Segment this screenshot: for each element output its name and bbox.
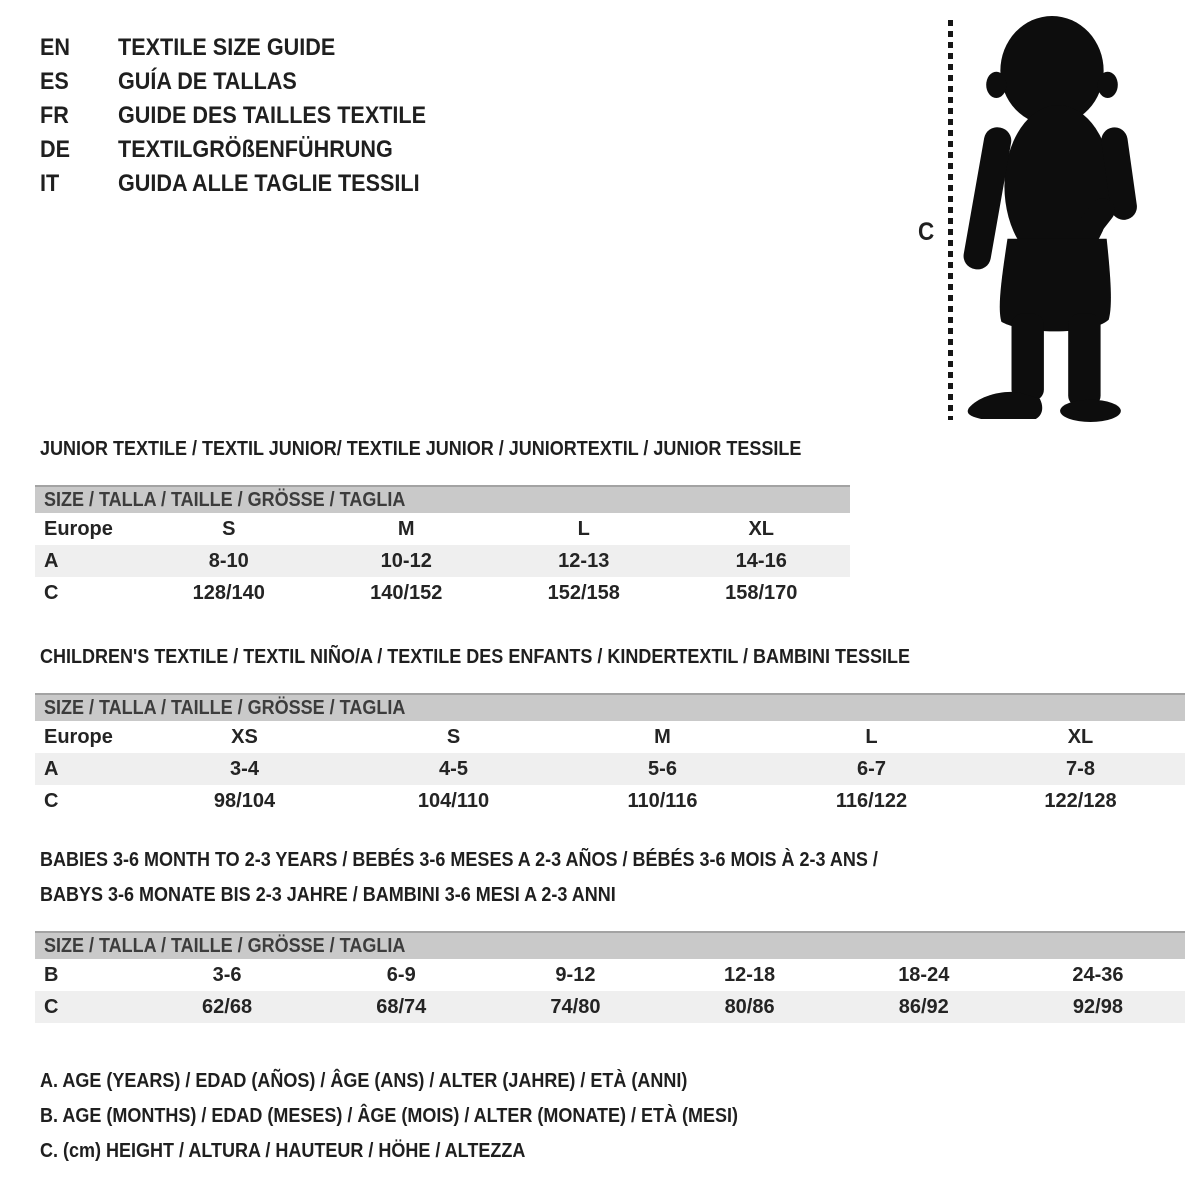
language-code-text: ES bbox=[40, 68, 69, 95]
language-row bbox=[40, 99, 460, 133]
size-value-cell: 5-6 bbox=[648, 757, 677, 780]
section-heading-text: CHILDREN'S TEXTILE / TEXTIL NIÑO/A / TEXTILE DES ENFANTS / KINDERTEXTIL / BAMBINI TESSILE bbox=[40, 646, 911, 668]
language-title bbox=[118, 68, 317, 96]
height-measure-dashed-line bbox=[948, 20, 953, 420]
section-heading bbox=[40, 640, 1185, 675]
legend-line-height-cm bbox=[40, 1134, 816, 1169]
toddler-silhouette-icon bbox=[958, 14, 1146, 424]
section-heading bbox=[40, 843, 1185, 913]
size-value-cell: 74/80 bbox=[550, 995, 601, 1018]
language-code bbox=[40, 170, 118, 198]
language-code bbox=[40, 102, 118, 130]
size-table-header bbox=[35, 931, 1185, 959]
row-label: A bbox=[44, 549, 59, 572]
size-value-cell: S bbox=[446, 725, 461, 748]
row-label: Europe bbox=[44, 517, 113, 540]
baby-height-figure bbox=[900, 12, 1162, 430]
section-heading-text: BABIES 3-6 MONTH TO 2-3 YEARS / BEBÉS 3-6 MESES A 2-3 AÑOS / BÉBÉS 3-6 MOIS À 2-3 ANS / bbox=[40, 849, 878, 871]
size-value-cell: 12-13 bbox=[558, 549, 610, 572]
babies-size-table bbox=[35, 931, 1185, 1023]
legend-line-age-years bbox=[40, 1064, 816, 1099]
row-label: Europe bbox=[44, 725, 113, 748]
size-value-cell: 18-24 bbox=[898, 963, 950, 986]
size-table-row bbox=[35, 785, 1185, 817]
row-label: A bbox=[44, 757, 59, 780]
language-code bbox=[40, 136, 118, 164]
children-size-table bbox=[35, 693, 1185, 817]
language-code bbox=[40, 68, 118, 96]
language-title-text: GUIDA ALLE TAGLIE TESSILI bbox=[118, 170, 420, 197]
size-value-cell: 86/92 bbox=[898, 995, 949, 1018]
language-title-text: TEXTILGRÖßENFÜHRUNG bbox=[118, 136, 393, 163]
size-value-cell: 62/68 bbox=[202, 995, 253, 1018]
language-row bbox=[40, 133, 460, 167]
row-label: C bbox=[44, 789, 59, 812]
size-value-cell: 68/74 bbox=[376, 995, 427, 1018]
language-code-text: FR bbox=[40, 102, 69, 129]
size-value-cell: 98/104 bbox=[213, 789, 276, 812]
size-table-header bbox=[35, 693, 1185, 721]
size-table-rows bbox=[35, 513, 850, 609]
row-label: C bbox=[44, 581, 59, 604]
language-title bbox=[118, 136, 423, 164]
size-value-cell: XS bbox=[231, 725, 258, 748]
language-list bbox=[40, 31, 460, 201]
size-value-cell: XL bbox=[1067, 725, 1094, 748]
language-code bbox=[40, 34, 118, 62]
size-value-cell: 152/158 bbox=[547, 581, 620, 604]
size-table-row bbox=[35, 545, 850, 577]
size-value-cell: 140/152 bbox=[370, 581, 443, 604]
size-value-cell: XL bbox=[748, 517, 775, 540]
size-value-cell: 122/128 bbox=[1044, 789, 1117, 812]
measurement-legend bbox=[40, 1064, 816, 1169]
size-value-cell: 12-18 bbox=[724, 963, 776, 986]
size-table-row bbox=[35, 577, 850, 609]
size-value-cell: 14-16 bbox=[735, 549, 787, 572]
size-value-cell: 4-5 bbox=[439, 757, 468, 780]
size-table-header-label: SIZE / TALLA / TAILLE / GRÖSSE / TAGLIA bbox=[44, 696, 406, 719]
size-table-row bbox=[35, 959, 1185, 991]
size-value-cell: M bbox=[397, 517, 415, 540]
size-value-cell: 10-12 bbox=[380, 549, 432, 572]
legend-line-text: C. (cm) HEIGHT / ALTURA / HAUTEUR / HÖHE / ALTEZZA bbox=[40, 1140, 526, 1162]
language-title-text: GUIDE DES TAILLES TEXTILE bbox=[118, 102, 427, 129]
section-heading-line bbox=[40, 878, 1185, 913]
size-value-cell: 92/98 bbox=[1072, 995, 1123, 1018]
section-heading bbox=[40, 432, 886, 467]
size-value-cell: M bbox=[654, 725, 671, 748]
size-table-row bbox=[35, 721, 1185, 753]
section-junior-textile bbox=[40, 432, 886, 609]
size-value-cell: 6-9 bbox=[386, 963, 416, 986]
junior-size-table bbox=[35, 485, 850, 609]
language-row bbox=[40, 65, 460, 99]
size-value-cell: 128/140 bbox=[192, 581, 265, 604]
size-value-cell: 80/86 bbox=[724, 995, 775, 1018]
size-table-header-label: SIZE / TALLA / TAILLE / GRÖSSE / TAGLIA bbox=[44, 934, 406, 957]
size-value-cell: S bbox=[222, 517, 236, 540]
size-table-row bbox=[35, 753, 1185, 785]
size-value-cell: 3-4 bbox=[230, 757, 259, 780]
legend-line-text: A. AGE (YEARS) / EDAD (AÑOS) / ÂGE (ANS) / ALTER (JAHRE) / ETÀ (ANNI) bbox=[40, 1070, 688, 1092]
language-code-text: EN bbox=[40, 34, 71, 61]
section-heading-line bbox=[40, 640, 1185, 675]
section-heading-text: BABYS 3-6 MONATE BIS 2-3 JAHRE / BAMBINI 3-6 MESI A 2-3 ANNI bbox=[40, 884, 616, 906]
section-childrens-textile bbox=[40, 640, 1185, 817]
row-label: B bbox=[44, 963, 59, 986]
size-table-rows bbox=[35, 721, 1185, 817]
size-value-cell: 24-36 bbox=[1072, 963, 1124, 986]
language-row bbox=[40, 31, 460, 65]
size-value-cell: L bbox=[577, 517, 590, 540]
language-title bbox=[118, 170, 453, 198]
size-value-cell: 9-12 bbox=[555, 963, 596, 986]
language-title bbox=[118, 102, 460, 130]
language-title-text: TEXTILE SIZE GUIDE bbox=[118, 34, 336, 61]
size-table-header-label: SIZE / TALLA / TAILLE / GRÖSSE / TAGLIA bbox=[44, 488, 406, 511]
size-value-cell: 3-6 bbox=[212, 963, 242, 986]
section-heading-text: JUNIOR TEXTILE / TEXTIL JUNIOR/ TEXTILE JUNIOR / JUNIORTEXTIL / JUNIOR TESSILE bbox=[40, 438, 802, 460]
language-code-text: IT bbox=[40, 170, 60, 197]
size-value-cell: 116/122 bbox=[835, 789, 908, 812]
size-table-row bbox=[35, 991, 1185, 1023]
size-value-cell: 110/116 bbox=[627, 789, 698, 812]
height-measure-label bbox=[918, 218, 936, 247]
size-value-cell: 104/110 bbox=[417, 789, 490, 812]
legend-line-age-months bbox=[40, 1099, 816, 1134]
language-title bbox=[118, 34, 359, 62]
size-table-row bbox=[35, 513, 850, 545]
row-label: C bbox=[44, 995, 59, 1018]
section-babies-textile bbox=[40, 843, 1185, 1023]
size-value-cell: 158/170 bbox=[725, 581, 798, 604]
size-table-rows bbox=[35, 959, 1185, 1023]
size-value-cell: 6-7 bbox=[857, 757, 886, 780]
language-code-text: DE bbox=[40, 136, 71, 163]
section-heading-line bbox=[40, 843, 1185, 878]
size-value-cell: 7-8 bbox=[1066, 757, 1095, 780]
height-measure-label-text: C bbox=[918, 218, 935, 246]
language-row bbox=[40, 167, 460, 201]
size-value-cell: L bbox=[865, 725, 878, 748]
size-value-cell: 8-10 bbox=[208, 549, 249, 572]
language-title-text: GUÍA DE TALLAS bbox=[118, 68, 297, 95]
size-table-header bbox=[35, 485, 850, 513]
section-heading-line bbox=[40, 432, 886, 467]
legend-line-text: B. AGE (MONTHS) / EDAD (MESES) / ÂGE (MOIS) / ALTER (MONATE) / ETÀ (MESI) bbox=[40, 1105, 738, 1127]
